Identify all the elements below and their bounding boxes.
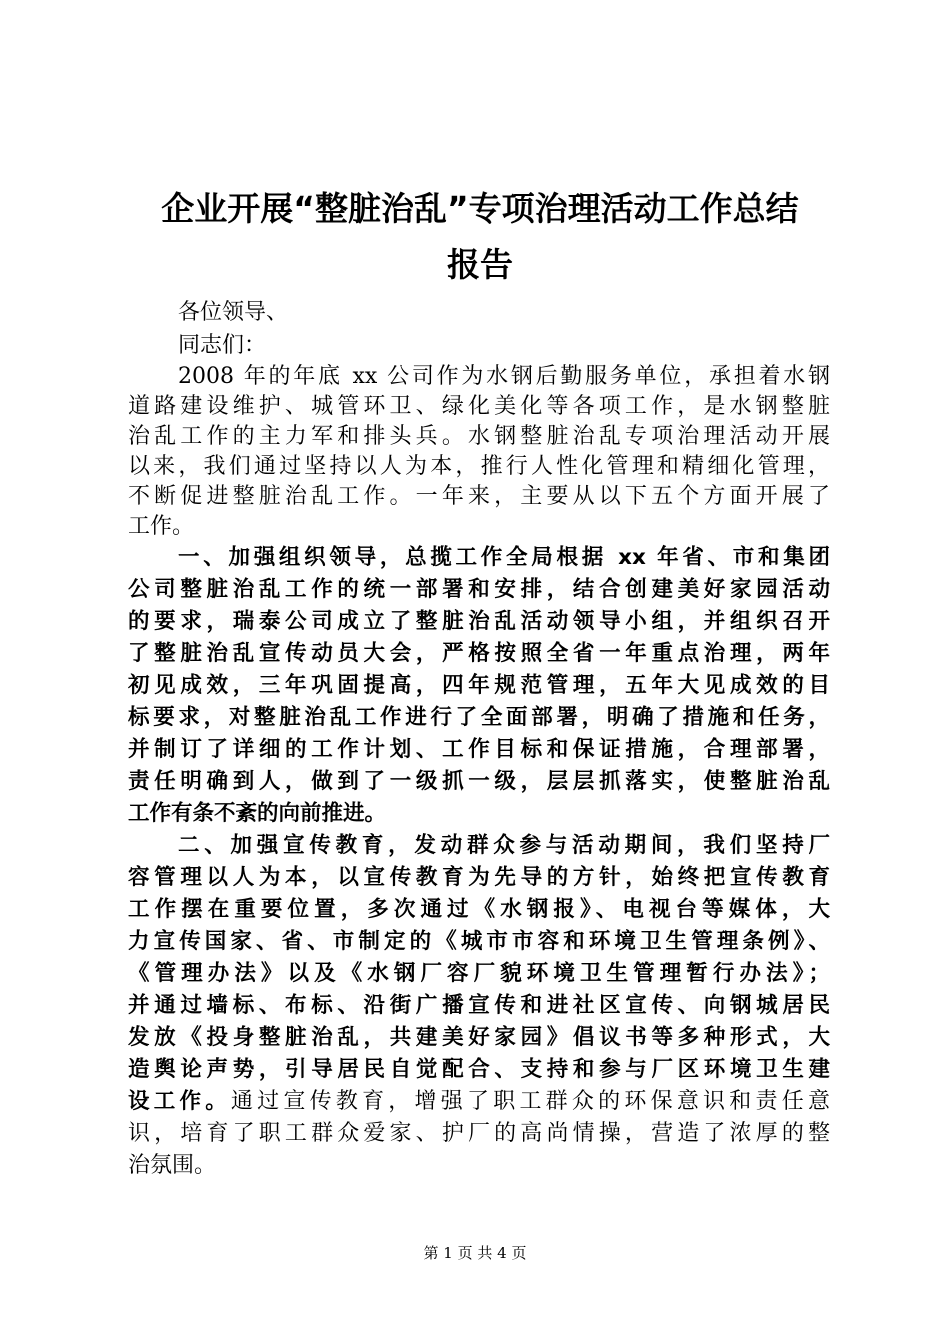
section1-line: 公司整脏治乱工作的统一部署和安排，结合创建美好家园活动 [128, 577, 830, 602]
section2-mixed-line [128, 1089, 830, 1115]
section1-line: 责任明确到人，做到了一级抓一级，层层抓落实，使整脏治乱 [128, 769, 830, 794]
section1-line: 了整脏治乱宣传动员大会，严格按照全省一年重点治理，两年 [128, 641, 830, 666]
salutation-line-2: 同志们： [178, 333, 267, 358]
section2-tail-line: 治氛围。 [128, 1153, 217, 1178]
section2-line: 并通过墙标、布标、沿街广播宣传和进社区宣传、向钢城居民 [128, 993, 830, 1018]
intro-line: 道路建设维护、城管环卫、绿化美化等各项工作，是水钢整脏 [128, 394, 830, 419]
intro-line: 治乱工作的主力军和排头兵。水钢整脏治乱专项治理活动开展 [128, 424, 830, 449]
page-footer: 第 1 页 共 4 页 [423, 1244, 527, 1262]
section2-line: 二、加强宣传教育，发动群众参与活动期间，我们坚持厂 [178, 833, 830, 858]
section2-tail-line: 识，培育了职工群众爱家、护厂的高尚情操，营造了浓厚的整 [128, 1121, 830, 1146]
intro-line: 工作。 [128, 514, 195, 539]
section1-line: 初见成效，三年巩固提高，四年规范管理，五年大见成效的目 [128, 673, 830, 698]
section2-line: 发放《投身整脏治乱，共建美好家园》倡议书等多种形式，大 [128, 1025, 830, 1050]
section1-line: 的要求，瑞泰公司成立了整脏治乱活动领导小组，并组织召开 [128, 609, 830, 634]
section2-line: 力宣传国家、省、市制定的《城市市容和环境卫生管理条例》、 [128, 929, 830, 954]
section2-line: 《管理办法》以及《水钢厂容厂貌环境卫生管理暂行办法》； [128, 961, 830, 986]
section2-line: 工作摆在重要位置，多次通过《水钢报》、电视台等媒体，大 [128, 897, 830, 922]
intro-line: 以来，我们通过坚持以人为本，推行人性化管理和精细化管理， [128, 454, 830, 479]
section2-line: 容管理以人为本，以宣传教育为先导的方针，始终把宣传教育 [128, 865, 830, 890]
section1-line: 标要求，对整脏治乱工作进行了全面部署，明确了措施和任务， [128, 705, 830, 730]
section2-line: 造舆论声势，引导居民自觉配合、支持和参与厂区环境卫生建 [128, 1057, 830, 1082]
section1-line: 一、加强组织领导，总揽工作全局根据 xx 年省、市和集团 [178, 545, 830, 570]
intro-line: 不断促进整脏治乱工作。一年来，主要从以下五个方面开展了 [128, 484, 830, 509]
section2-mixed-rest: 通过宣传教育，增强了职工群众的环保意识和责任意 [230, 1089, 830, 1114]
section1-line: 并制订了详细的工作计划、工作目标和保证措施，合理部署， [128, 737, 830, 762]
document-title-line-2: 报告 [447, 245, 513, 284]
intro-line: 2008 年的年底 xx 公司作为水钢后勤服务单位，承担着水钢 [178, 364, 830, 389]
section1-line: 工作有条不紊的向前推进。 [128, 801, 387, 826]
document-title-line-1: 企业开展“整脏治乱”专项治理活动工作总结 [161, 189, 799, 228]
section2-mixed-bold: 设工作。 [128, 1089, 231, 1114]
salutation-line-1: 各位领导、 [178, 300, 289, 325]
